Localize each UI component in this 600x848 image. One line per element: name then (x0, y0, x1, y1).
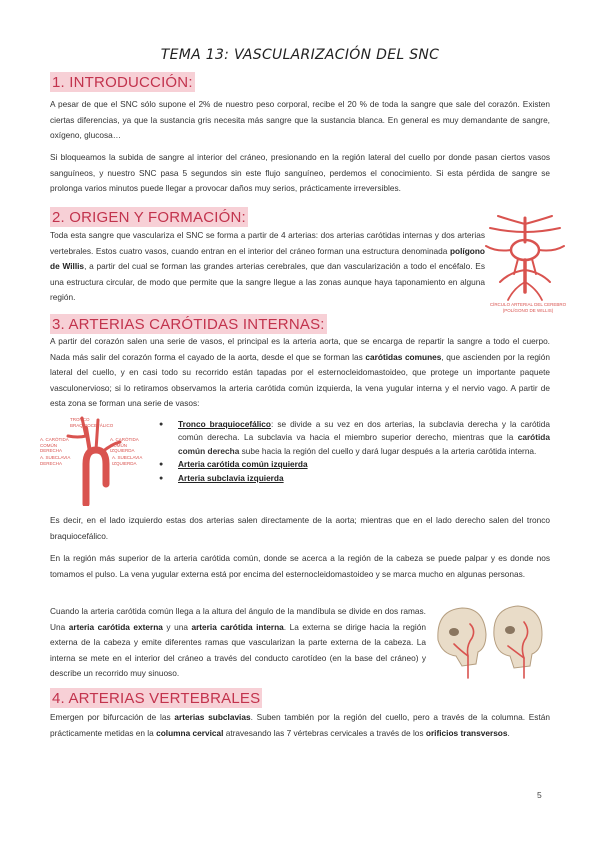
paragraph-bifurcacion: Cuando la arteria carótida común llega a la altura del ángulo de la mandíbula se divide en dos ramas. Una arteria carótida externa y una arteria carótida interna. La externa se dirige hacia la región externa de la cabeza y emite diferentes ramas que vascularizan la parte externa de la cabeza. La interna se mete en el interior del cráneo a través del conducto carotídeo (en la base del cráneo) y describe un recorrido muy sinuoso. (50, 606, 426, 679)
label-subclavia-izquierda: A. SUBCLAVIA IZQUIERDA (112, 455, 143, 466)
section-heading-vertebrales: 4. ARTERIAS VERTEBRALES (52, 690, 261, 707)
skull-carotid-illustration (432, 600, 547, 680)
list-item: ● Arteria carótida común izquierda (150, 458, 550, 471)
paragraph-lado-izquierdo: Es decir, en el lado izquierdo estas dos arterias salen directamente de la aorta; mientras que en el lado derecho salen del tronco braquiocefálico. (50, 515, 550, 541)
section-heading-origen: 2. ORIGEN Y FORMACIÓN: (52, 209, 246, 226)
list-item: ● Tronco braquiocefálico: se divide a su vez en dos arterias, la subclavia derecha y la carótida común derecha. La subclavia va hacia el miembro superior derecho, mientras que la carótida común derecha sube hacia la región del cuello y dará lugar después a la arteria carótida interna. (150, 418, 550, 458)
section-heading-introduccion: 1. INTRODUCCIÓN: (52, 74, 193, 91)
vessel-list (150, 418, 550, 485)
paragraph-intro-1: A pesar de que el SNC sólo supone el 2% de nuestro peso corporal, recibe el 20 % de toda la sangre que sale del corazón. Existen ciertas diferencias, ya que la sustancia gris necesita más sangre que la sustancia blanca. En general es muy demandante de sangre, oxígeno, glucosa… (50, 99, 550, 141)
page-number: 5 (537, 790, 542, 800)
section-heading-carotidas: 3. ARTERIAS CARÓTIDAS INTERNAS: (52, 316, 325, 333)
paragraph-intro-2: Si bloqueamos la subida de sangre al interior del cráneo, presionando en la región lateral del cuello por donde pasan ciertos vasos sanguíneos, y nuestro SNC pasa 5 segundos sin este flujo sanguíneo, perdemos el conocimiento. Si esta pérdida de sangre se prolonga varios minutos puede llegar a provocar daños muy serios, prácticamente irreversibles. (50, 152, 550, 194)
willis-circle-illustration (480, 212, 570, 312)
paragraph-pulso: En la región más superior de la arteria carótida común, donde se acerca a la región de la cabeza se puede palpar y es donde nos tomamos el pulso. La vena yugular externa está por encima del esternocleidomastoideo y se marca mucho en algunas personas. (50, 553, 550, 579)
paragraph-carotidas-intro: A partir del corazón salen una serie de vasos, el principal es la arteria aorta, que se encarga de repartir la sangre a todo el cuerpo. Nada más salir del corazón forma el cayado de la aorta, desde el que se forman las carótidas comunes, que ascienden por la región lateral del cuello, y en casi todo su recorrido están tapadas por el esternocleidomastoideo, que protege un importante paquete vasculonervioso; si lo retiramos observamos la arteria carótida común izquierda, la vena yugular interna y el nervio vago. A partir de esta zona se forman una serie de vasos: (50, 336, 551, 409)
label-carotida-comun-izquierda: A. CARÓTIDA COMÚN IZQUIERDA (110, 437, 139, 453)
label-carotida-comun-derecha: A. CARÓTIDA COMÚN DERECHA (40, 437, 69, 453)
label-tronco-braquiocefalico: TRONCO BRAQUIOCEFÁLICO (70, 417, 114, 428)
page-title: TEMA 13: VASCULARIZACIÓN DEL SNC (160, 47, 440, 63)
list-item: ● Arteria subclavia izquierda (150, 472, 550, 485)
paragraph-origen: Toda esta sangre que vasculariza el SNC se forma a partir de 4 arterias: dos arterias carótidas internas y dos arterias vertebrales. Estos cuatro vasos, cuando entran en el interior del cráneo forman una estructura denominada polígono de Willis, a partir del cual se forman las grandes arterias cerebrales, que dan vascularización a todo el encéfalo. Es una estructura circular, de modo que permite que la sangre llegue a las zonas aunque haya taponamiento en alguna región. (50, 230, 485, 303)
label-subclavia-derecha: A. SUBCLAVIA DERECHA (40, 455, 71, 466)
willis-figure-caption: CÍRCULO ARTERIAL DEL CEREBRO (POLÍGONO DE WILLIS) (489, 302, 567, 313)
paragraph-vertebrales: Emergen por bifurcación de las arterias subclavias. Suben también por la región del cuello, pero a través de la columna. Están prácticamente metidas en la columna cervical atravesando las 7 vértebras cervicales a través de los orificios transversos. (50, 712, 550, 738)
